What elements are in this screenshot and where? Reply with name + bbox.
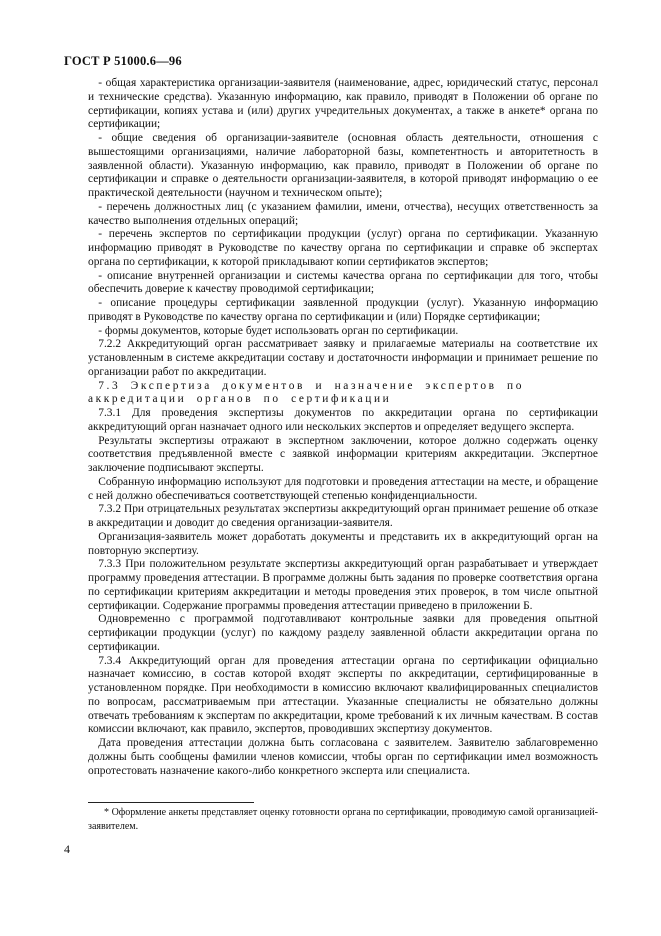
footnote: * Оформление анкеты представляет оценку готовности органа по сертификации, проводимую самой организацией-заявителем. <box>88 807 598 832</box>
document-body <box>88 77 598 778</box>
section-heading-7-3: 7.3 Экспертиза документов и назначение экспертов по аккредитации органов по сертификации <box>88 379 525 406</box>
paragraph-7-3-4: 7.3.4 Аккредитующий орган для проведения аттестации органа по сертификации официально назначает комиссию, в состав которой входят эксперты по аккредитации, сертифицированные в установленном порядке. При необходимости в комиссию включают квалифицированных специалистов по вопросам, рассматриваемым при аттестации. Указанные специалисты не обязательно должны отвечать требованиям к экспертам по аккредитации, кроме требований к их личным качествам. В состав комиссии включают, как правило, экспертов, проводивших экспертизу документов. <box>88 654 598 736</box>
paragraph-7-3-3: 7.3.3 При положительном результате экспертизы аккредитующий орган разрабатывает и утверждает программу проведения аттестации. В программе должны быть задания по проверке соответствия органа по сертификации критериям аккредитации и методы проведения этих проверок, в том числе опытной сертификации. Содержание программы проведения аттестации приведено в приложении Б. <box>88 558 598 612</box>
paragraph-collected-info: Собранную информацию используют для подготовки и проведения аттестации на месте, и обращение с ней должно обеспечиваться соответствующей степенью конфиденциальности. <box>88 475 598 502</box>
document-code-header: ГОСТ Р 51000.6—96 <box>64 54 182 68</box>
paragraph-7-3-2: 7.3.2 При отрицательных результатах экспертизы аккредитующий орган принимает решение об отказе в аккредитации и доводит до сведения организации-заявителя. <box>88 503 598 529</box>
paragraph-document-forms: - формы документов, которые будет использовать орган по сертификации. <box>98 324 459 337</box>
paragraph-officials-list: - перечень должностных лиц (с указанием фамилии, имени, отчества), несущих ответственность за качество выполнения отдельных операций; <box>88 200 598 227</box>
page-number: 4 <box>64 842 70 856</box>
paragraph-attestation-date: Дата проведения аттестации должна быть согласована с заявителем. Заявителю заблаговременно должны быть сообщены фамилии членов комиссии, чтобы орган по сертификации имел возможность опротестовать назначение какого-либо конкретного эксперта или специалиста. <box>88 737 598 777</box>
paragraph-general-characteristics: - общая характеристика организации-заявителя (наименование, адрес, юридический статус, персонал и технические средства). Указанную информацию, как правило, приводят в Положении об органе по сертификации, копиях устава и (или) других учредительных документах, а также в анкете* органа по сертификации; <box>88 77 598 131</box>
paragraph-internal-organization: - описание внутренней организации и системы качества органа по сертификации для того, чтобы обеспечить доверие к качеству проводимой сертификации; <box>88 269 598 296</box>
paragraph-7-3-1: 7.3.1 Для проведения экспертизы документов по аккредитации органа по сертификации аккредитующий орган назначает одного или нескольких экспертов и определяет ведущего эксперта. <box>88 407 598 433</box>
footnote-divider <box>88 802 254 803</box>
paragraph-expert-conclusion: Результаты экспертизы отражают в экспертном заключении, которое должно содержать оценку соответствия предъявленной вместе с заявкой информации критериям аккредитации. Экспертное заключение подписывают эксперты. <box>88 434 598 474</box>
paragraph-7-2-2: 7.2.2 Аккредитующий орган рассматривает заявку и прилагаемые материалы на соответствие их установленным в системе аккредитации составу и достаточности информации и принимает решение по организации работ по аккредитации. <box>88 338 598 378</box>
paragraph-experts-list: - перечень экспертов по сертификации продукции (услуг) органа по сертификации. Указанную информацию приводят в Руководстве по качеству органа по сертификации и справке об экспертах органа по сертификации, к которой прикладывают копии сертификатов экспертов; <box>88 228 598 268</box>
paragraph-general-info: - общие сведения об организации-заявителе (основная область деятельности, отношения с вышестоящими организациями, наличие лабораторной базы, компетентность и авторитетность в заявленной области). Указанную информацию, как правило, приводят в Положении об органе по сертификации и справке о деятельности организации-заявителя, в которой приводят информацию о ее практической деятельности (научном и техническом опыте); <box>88 132 598 199</box>
paragraph-procedure-description: - описание процедуры сертификации заявленной продукции (услуг). Указанную информацию приводят в Руководстве по качеству органа по сертификации и (или) Порядке сертификации; <box>88 297 598 323</box>
paragraph-control-requests: Одновременно с программой подготавливают контрольные заявки для проведения опытной сертификации продукции (услуг) по каждому разделу заявленной области аккредитации органа по сертификации. <box>88 613 598 653</box>
paragraph-rework: Организация-заявитель может доработать документы и представить их в аккредитующий орган на повторную экспертизу. <box>88 530 598 557</box>
